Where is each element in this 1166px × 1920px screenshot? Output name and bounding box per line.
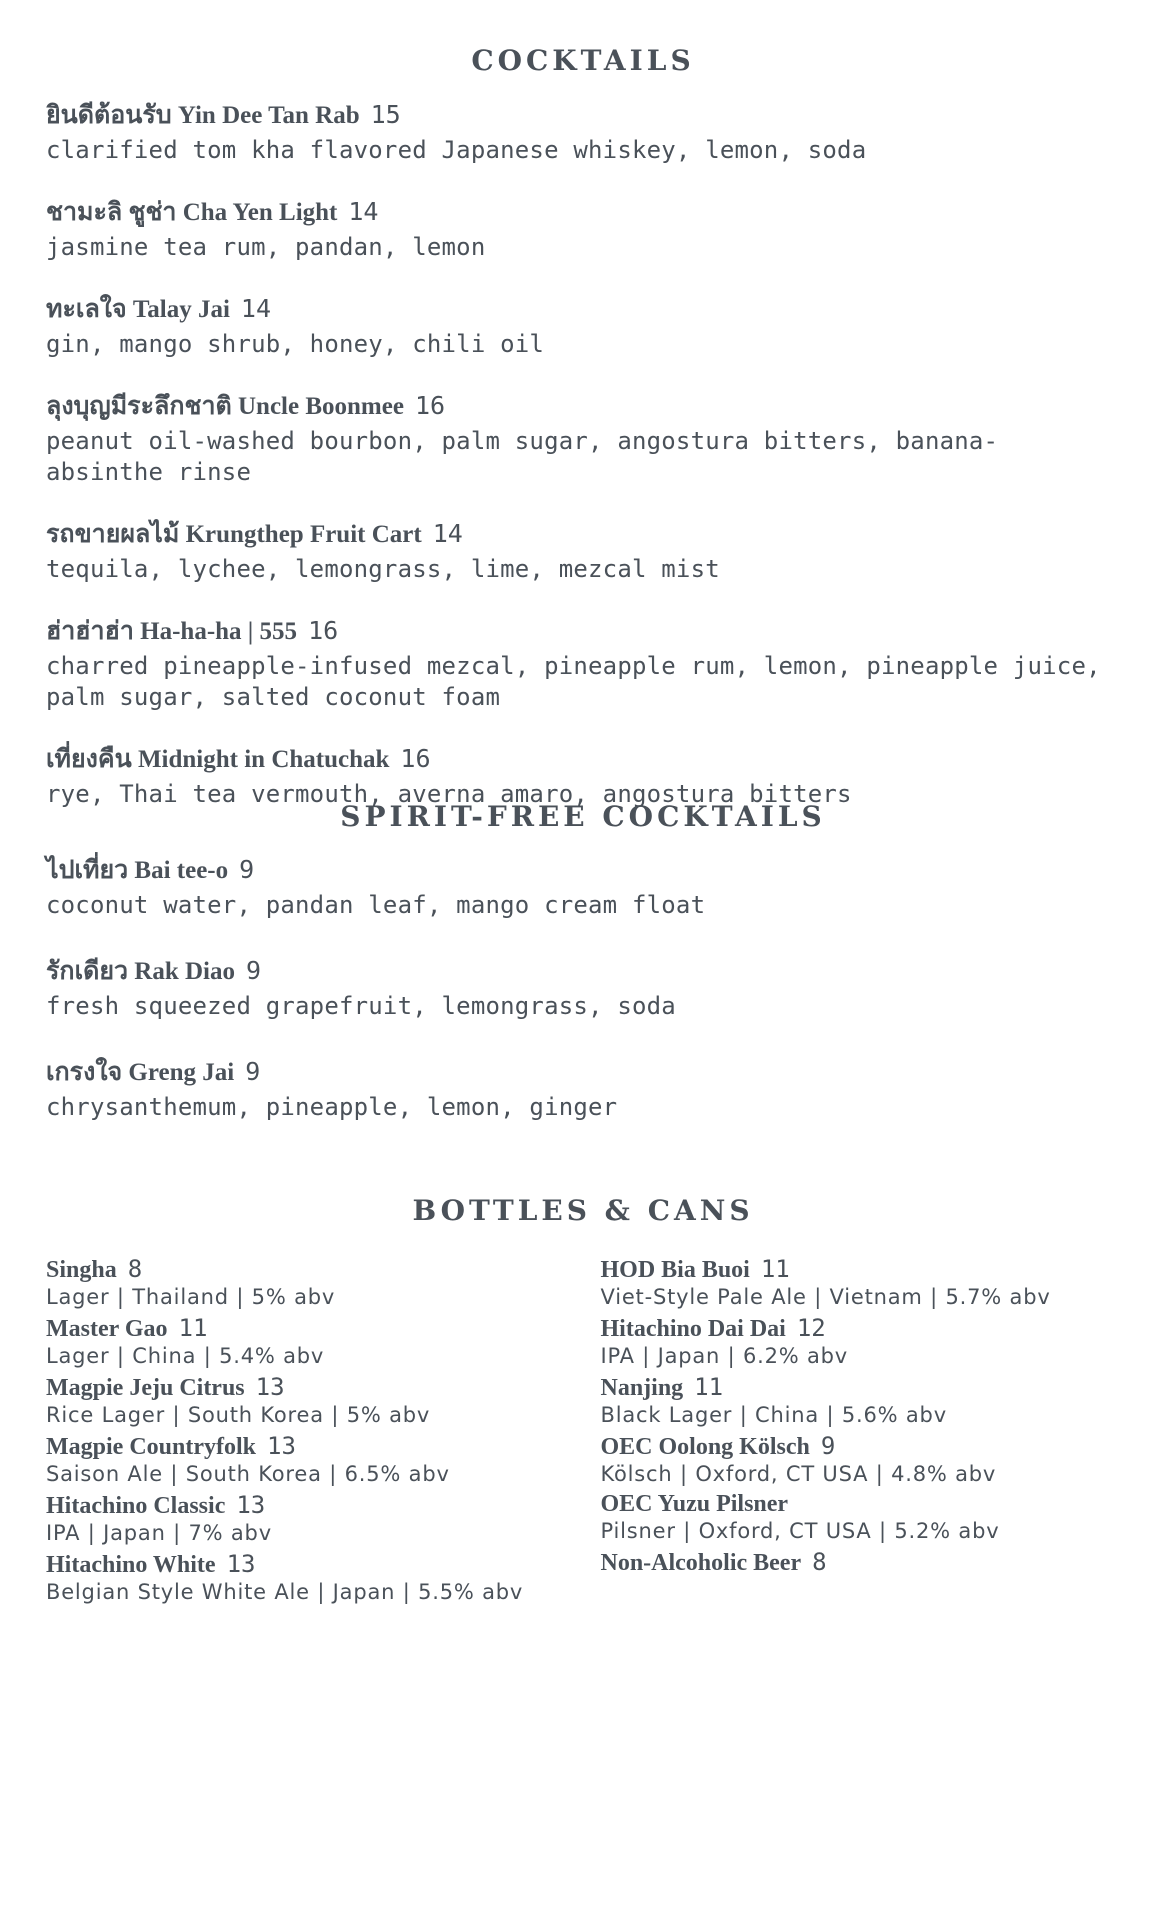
item-price: 14 [240,294,272,323]
item-description: Lager | China | 5.4% abv [46,1344,325,1368]
menu-item [46,850,1106,921]
item-price: 11 [760,1255,790,1283]
spirit-free-list [46,850,1106,1153]
item-name: Nanjing [600,1375,684,1401]
item-description: Black Lager | China | 5.6% abv [600,1403,947,1427]
menu-item [600,1255,1120,1310]
section-title-spirit-free: SPIRIT-FREE COCKTAILS [340,800,826,833]
menu-item [46,611,1106,713]
section-title-bottles: BOTTLES & CANS [412,1194,754,1227]
section-title-cocktails: COCKTAILS [471,44,695,77]
item-description: Pilsner | Oxford, CT USA | 5.2% abv [600,1519,1000,1543]
menu-item [600,1373,1120,1428]
menu-item [600,1491,1120,1544]
item-price: 9 [245,1057,261,1086]
item-name: รถขายผลไม้ Krungthep Fruit Cart [46,521,422,548]
menu-item [46,1314,600,1369]
menu-item [46,95,1106,166]
item-name: ลุงบุญมีระลึกชาติ Uncle Boonmee [46,393,404,420]
spirit-free-section [46,800,1120,833]
menu-item [46,192,1106,263]
item-price: 9 [820,1432,836,1460]
menu-item [600,1314,1120,1369]
item-price: 8 [127,1255,143,1283]
item-price: 13 [267,1432,296,1460]
item-name: ฮ่าฮ่าฮ่า Ha-ha-ha | 555 [46,618,298,645]
item-price: 13 [255,1373,285,1401]
menu-item [46,289,1106,360]
item-price: 14 [432,519,463,548]
cocktails-section [46,44,1120,77]
menu-item [46,514,1106,585]
item-name: ไปเที่ยว Bai tee-o [46,857,229,884]
item-description: fresh squeezed grapefruit, lemongrass, soda [46,992,676,1020]
bottles-section [46,1194,1120,1227]
item-name: ยินดีต้อนรับ Yin Dee Tan Rab [46,102,360,129]
menu-item [46,1373,600,1428]
bottles-column-right [600,1255,1120,1609]
menu-item [46,1255,600,1310]
item-price: 11 [178,1314,208,1342]
item-description: coconut water, pandan leaf, mango cream float [46,891,706,919]
item-description: Kölsch | Oxford, CT USA | 4.8% abv [600,1462,997,1486]
item-description: jasmine tea rum, pandan, lemon [46,233,486,261]
menu-item [46,1052,1106,1123]
item-price: 14 [348,197,379,226]
item-price: 12 [796,1314,826,1342]
item-name: OEC Yuzu Pilsner [600,1491,789,1517]
menu-item [46,1550,600,1605]
item-name: เกรงใจ Greng Jai [46,1059,235,1086]
menu-item [600,1548,1120,1577]
item-name: Hitachino Classic [46,1493,226,1519]
item-description: clarified tom kha flavored Japanese whiskey, lemon, soda [46,136,867,164]
bottles-column-left [46,1255,600,1609]
item-description: rye, Thai tea vermouth, averna amaro, angostura bitters [46,780,852,808]
item-name: รักเดียว Rak Diao [46,958,235,985]
item-description: Belgian Style White Ale | Japan | 5.5% abv [46,1580,524,1604]
menu-item [46,1432,600,1487]
item-name: Singha [46,1257,117,1283]
item-description: Rice Lager | South Korea | 5% abv [46,1403,431,1427]
item-price: 8 [812,1548,827,1576]
item-name: ทะเลใจ Talay Jai [46,296,230,323]
item-description: IPA | Japan | 7% abv [46,1521,272,1545]
menu-item [46,951,1106,1022]
item-name: ชามะลิ ชูช่า Cha Yen Light [46,199,338,226]
item-description: chrysanthemum, pineapple, lemon, ginger [46,1093,618,1121]
item-price: 9 [246,956,262,985]
menu-item [600,1432,1120,1487]
item-description: Viet-Style Pale Ale | Vietnam | 5.7% abv [600,1285,1051,1309]
item-price: 9 [239,855,255,884]
item-description: IPA | Japan | 6.2% abv [600,1344,849,1368]
item-price: 16 [308,616,339,645]
item-price: 16 [400,744,431,773]
item-price: 13 [236,1491,266,1519]
item-description: tequila, lychee, lemongrass, lime, mezcal mist [46,555,720,583]
menu-item [46,386,1106,488]
item-description: Lager | Thailand | 5% abv [46,1285,336,1309]
bottles-list [46,1255,1120,1609]
item-description: Saison Ale | South Korea | 6.5% abv [46,1462,450,1486]
item-name: Master Gao [46,1316,168,1342]
item-description: charred pineapple-infused mezcal, pineapple rum, lemon, pineapple juice, palm sugar, salted coconut foam [46,652,1101,711]
menu-item [46,1491,600,1546]
item-price: 16 [414,391,446,420]
item-name: Hitachino White [46,1552,216,1578]
item-description: gin, mango shrub, honey, chili oil [46,330,545,358]
item-name: Magpie Countryfolk [46,1434,256,1460]
item-price: 13 [226,1550,256,1578]
item-name: Magpie Jeju Citrus [46,1375,245,1401]
item-name: Hitachino Dai Dai [600,1316,786,1342]
item-price: 15 [370,100,401,129]
item-name: Non-Alcoholic Beer [600,1550,802,1576]
item-name: OEC Oolong Kölsch [600,1434,810,1460]
item-price: 11 [694,1373,724,1401]
item-name: เที่ยงคืน Midnight in Chatuchak [46,746,390,773]
cocktails-list [46,95,1106,836]
item-description: peanut oil-washed bourbon, palm sugar, angostura bitters, banana-absinthe rinse [46,427,999,486]
item-name: HOD Bia Buoi [600,1257,750,1283]
